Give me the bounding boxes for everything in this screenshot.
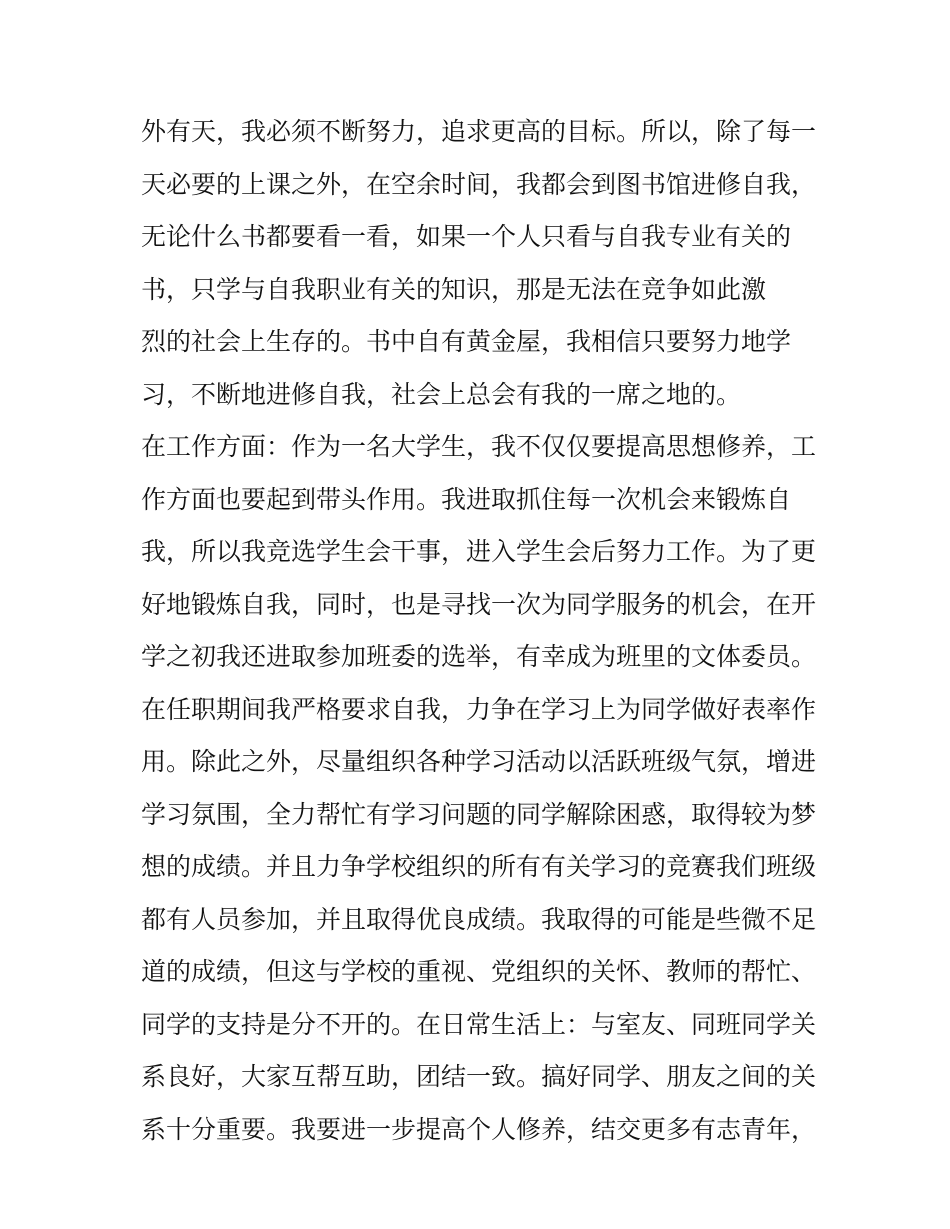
text-line: 想的成绩。并且力争学校组织的所有有关学习的竞赛我们班级 xyxy=(141,852,817,881)
text-line: 外有天，我必须不断努力，追求更高的目标。所以，除了每一 xyxy=(141,117,817,146)
text-line: 同学的支持是分不开的。在日常生活上：与室友、同班同学关 xyxy=(141,1009,817,1039)
text-line: 道的成绩，但这与学校的重视、党组织的关怀、教师的帮忙、 xyxy=(141,957,817,986)
text-line: 好地锻炼自我，同时，也是寻找一次为同学服务的机会，在开 xyxy=(141,589,817,619)
text-line: 烈的社会上生存的。书中自有黄金屋，我相信只要努力地学 xyxy=(141,327,792,356)
text-line: 用。除此之外，尽量组织各种学习活动以活跃班级气氛，增进 xyxy=(141,747,817,776)
text-line: 习，不断地进修自我，社会上总会有我的一席之地的。 xyxy=(141,379,742,409)
text-line: 学习氛围，全力帮忙有学习问题的同学解除困惑，取得较为梦 xyxy=(141,799,817,829)
text-line: 系十分重要。我要进一步提高个人修养，结交更多有志青年， xyxy=(141,1114,817,1144)
text-line: 无论什么书都要看一看，如果一个人只看与自我专业有关的 xyxy=(141,222,792,251)
text-line: 书，只学与自我职业有关的知识，那是无法在竞争如此激 xyxy=(141,274,767,304)
text-line: 天必要的上课之外，在空余时间，我都会到图书馆进修自我， xyxy=(141,169,817,199)
text-line: 在工作方面：作为一名大学生，我不仅仅要提高思想修养，工 xyxy=(141,432,817,461)
text-line: 作方面也要起到带头作用。我进取抓住每一次机会来锻炼自 xyxy=(141,484,792,514)
text-line: 都有人员参加，并且取得优良成绩。我取得的可能是些微不足 xyxy=(141,904,817,934)
text-line: 学之初我还进取参加班委的选举，有幸成为班里的文体委员。 xyxy=(141,642,817,671)
text-line: 我，所以我竞选学生会干事，进入学生会后努力工作。为了更 xyxy=(141,537,817,566)
text-line: 在任职期间我严格要求自我，力争在学习上为同学做好表率作 xyxy=(141,694,817,724)
text-line: 系良好，大家互帮互助，团结一致。搞好同学、朋友之间的关 xyxy=(141,1062,817,1091)
body-text xyxy=(141,106,841,1156)
